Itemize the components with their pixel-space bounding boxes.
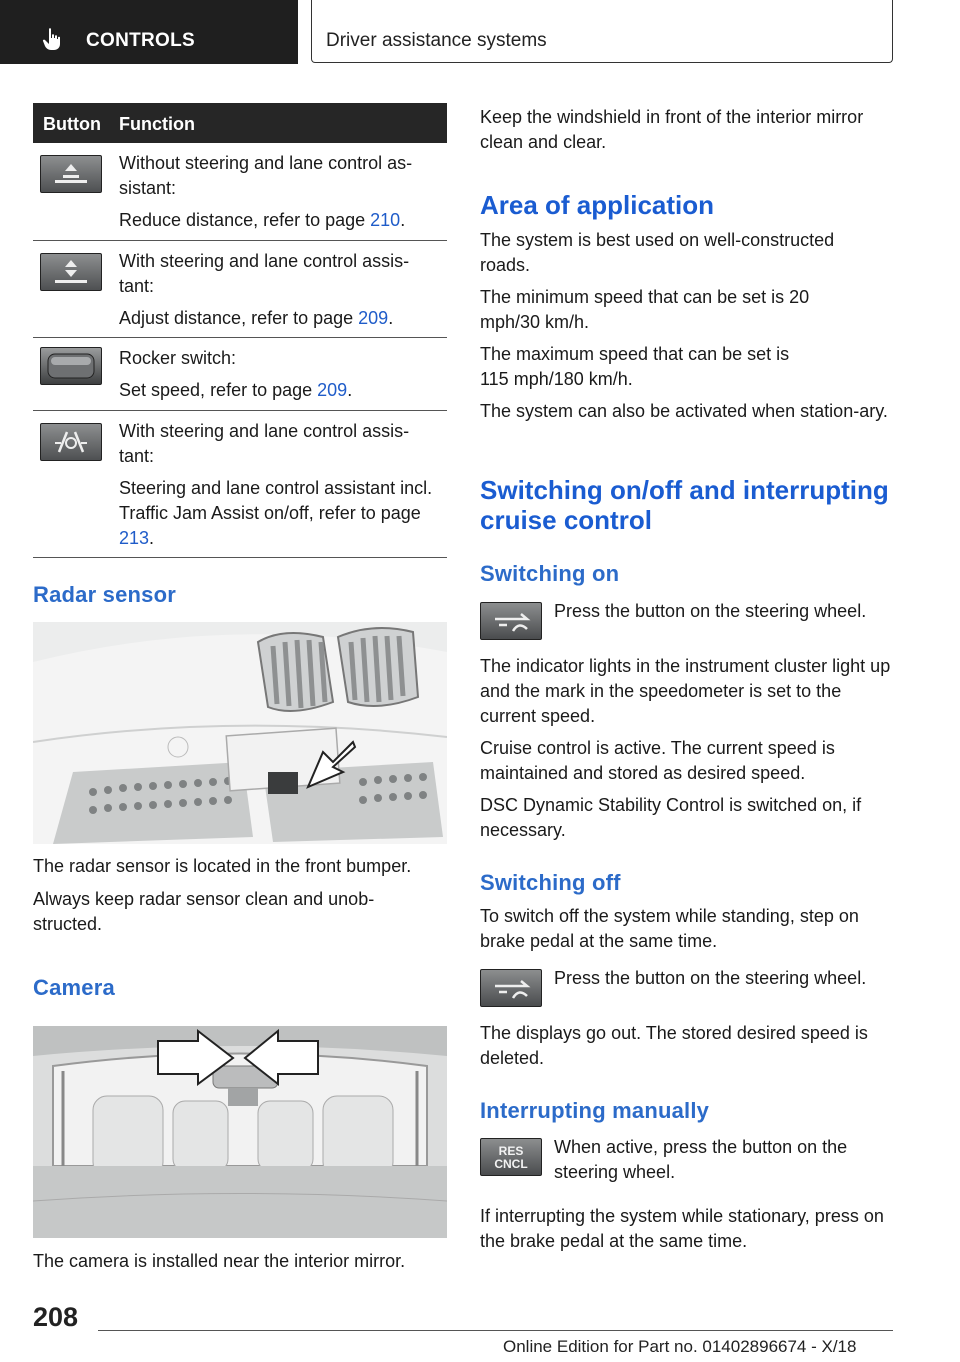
row-title: Rocker switch: [119,348,237,368]
interrupting-heading: Interrupting manually [480,1098,710,1123]
radar-clean-text: Always keep radar sensor clean and unob-structed. [33,889,375,934]
area-text-2: The minimum speed that can be set is 20 mph/30 km/h. [480,287,810,332]
interrupt-text: If interrupting the system while stationary, press on the brake pedal at the same time. [480,1206,884,1251]
switching-heading: Switching on/off and interrupting cruise control [480,475,889,535]
cruise-control-button-icon [480,969,542,1007]
row-detail: Adjust distance, refer to page 209. [119,308,394,328]
column-header-button: Button [43,114,101,134]
page-link[interactable]: 209 [317,380,348,400]
area-heading: Area of application [480,190,715,220]
cncl-label: CNCL [494,1157,528,1171]
row-title: Without steering and lane control as- sistant: [119,153,413,198]
lane-assist-icon [40,423,102,461]
windshield-text: Keep the windshield in front of the interior mirror clean and clear. [480,107,864,152]
area-text-3: The maximum speed that can be set is 115 mph/180 km/h. [480,344,790,389]
res-label: RES [498,1144,524,1158]
hand-pointer-icon [40,27,64,51]
row-title: With steering and lane control assis- tant: [119,421,410,466]
edition-footer: Online Edition for Part no. 01402896674 - X/18 [503,1337,857,1356]
switch-off-button-text: Press the button on the steering wheel. [554,968,867,988]
area-text-1: The system is best used on well-constructed roads. [480,230,835,275]
radar-sensor-image [33,622,447,844]
res-cncl-button-icon [480,1138,542,1176]
switch-on-text-2: Cruise control is active. The current speed is maintained and stored as desired speed. [480,738,835,783]
table-row [33,338,447,411]
section-header [311,0,893,63]
table-row [33,143,447,241]
row-detail: Steering and lane control assistant incl. Traffic Jam Assist on/off, refer to page 213. [119,478,433,548]
page-link[interactable]: 213 [119,528,150,548]
switching-off-heading: Switching off [480,870,621,895]
row-title: With steering and lane control assis- tant: [119,251,410,296]
row-detail: Reduce distance, refer to page 210. [119,210,406,230]
section-title: Driver assistance systems [326,30,547,51]
switch-off-text-2: The displays go out. The stored desired speed is deleted. [480,1023,868,1068]
rocker-switch-icon [40,347,102,385]
table-header [33,103,447,143]
switch-off-text-1: To switch off the system while standing, step on brake pedal at the same time. [480,906,859,951]
radar-sensor-heading: Radar sensor [33,582,177,607]
column-header-function: Function [119,114,195,134]
footer-divider [98,1330,893,1331]
table-row [33,411,447,558]
camera-location-text: The camera is installed near the interior mirror. [33,1251,406,1271]
distance-reduce-icon [40,155,102,193]
distance-adjust-icon [40,253,102,291]
page-link[interactable]: 210 [370,210,401,230]
switch-on-button-text: Press the button on the steering wheel. [554,601,867,621]
page-number: 208 [33,1302,79,1332]
button-function-table [33,103,447,558]
camera-image [33,1026,447,1238]
switching-on-heading: Switching on [480,561,620,586]
switch-on-text-1: The indicator lights in the instrument cluster light up and the mark in the speedometer is set to the current speed. [480,656,891,726]
table-row [33,241,447,338]
cruise-control-button-icon [480,602,542,640]
page-link[interactable]: 209 [358,308,389,328]
chapter-tab [0,0,298,64]
camera-heading: Camera [33,975,115,1000]
area-text-4: The system can also be activated when station-ary. [480,401,888,421]
switch-on-text-3: DSC Dynamic Stability Control is switched on, if necessary. [480,795,862,840]
radar-location-text: The radar sensor is located in the front bumper. [33,856,412,876]
interrupt-button-text: When active, press the button on the steering wheel. [554,1137,848,1182]
row-detail: Set speed, refer to page 209. [119,380,353,400]
chapter-label: CONTROLS [86,30,196,51]
